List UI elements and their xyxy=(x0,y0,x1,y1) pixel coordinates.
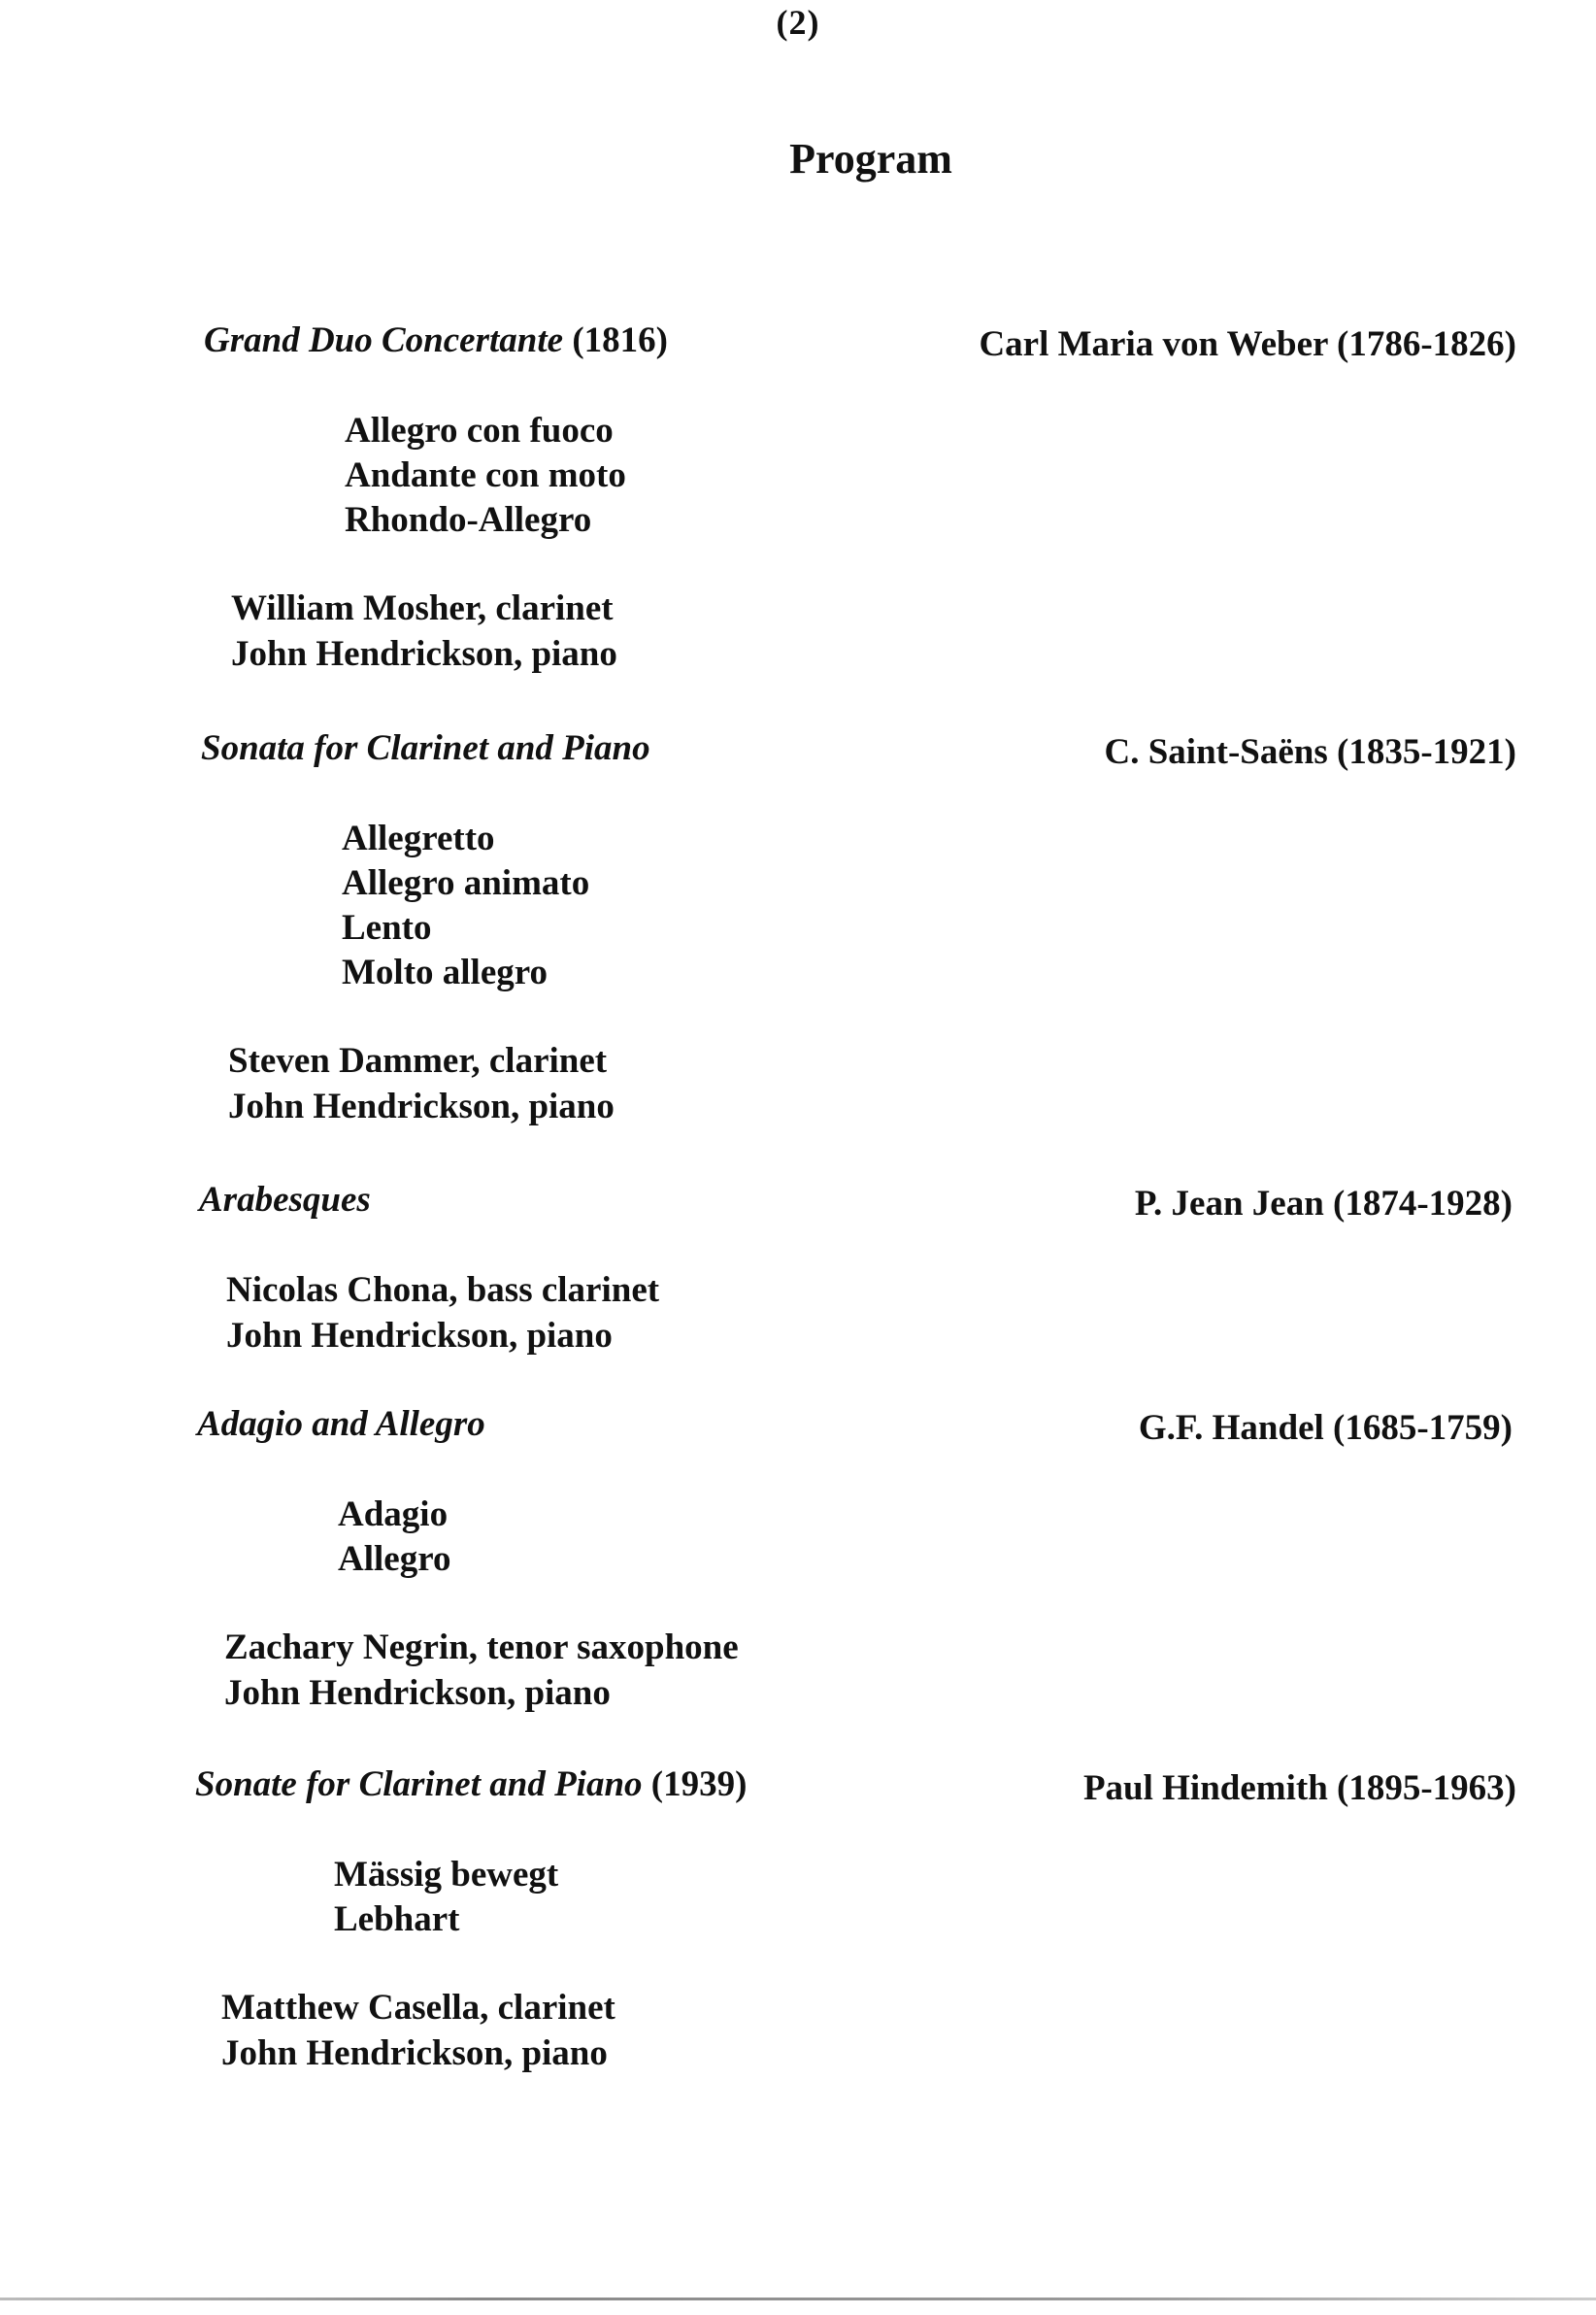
performer: John Hendrickson, piano xyxy=(224,1673,611,1713)
composer: P. Jean Jean (1874-1928) xyxy=(1134,1184,1513,1224)
movement-list xyxy=(0,409,1596,543)
work-name: Sonate for Clarinet and Piano xyxy=(195,1764,643,1804)
page-title: Program xyxy=(789,135,952,183)
program-item-header xyxy=(0,319,1596,363)
movement: Allegretto xyxy=(342,819,495,858)
movement: Lebhart xyxy=(334,1899,460,1939)
performer: John Hendrickson, piano xyxy=(231,634,617,674)
program-item-jean-jean xyxy=(0,1178,1596,1359)
movement-list xyxy=(0,817,1596,995)
movement: Adagio xyxy=(338,1494,449,1534)
work-year: (1939) xyxy=(642,1764,748,1804)
composer: Carl Maria von Weber (1786-1826) xyxy=(979,324,1516,364)
program-item-handel xyxy=(0,1402,1596,1717)
movement: Mässig bewegt xyxy=(334,1855,559,1895)
performer-list xyxy=(0,1626,1596,1717)
program-item-saint-saens xyxy=(0,726,1596,1130)
movement: Molto allegro xyxy=(342,953,549,992)
performer: Nicolas Chona, bass clarinet xyxy=(226,1270,660,1310)
work-title xyxy=(195,1762,747,1807)
movement-list xyxy=(0,1853,1596,1942)
performer: Steven Dammer, clarinet xyxy=(228,1041,608,1081)
movement: Allegro animato xyxy=(342,863,590,903)
composer: C. Saint-Saëns (1835-1921) xyxy=(1104,732,1516,772)
program-item-weber xyxy=(0,319,1596,678)
program-item-header xyxy=(0,1402,1596,1447)
work-name: Adagio and Allegro xyxy=(197,1404,485,1444)
composer: Paul Hindemith (1895-1963) xyxy=(1082,1768,1516,1808)
work-year: (1816) xyxy=(563,320,668,360)
movement: Allegro xyxy=(338,1539,451,1579)
movement: Lento xyxy=(342,908,432,948)
bottom-divider xyxy=(0,2298,1596,2300)
movement: Rhondo-Allegro xyxy=(345,500,592,540)
program-item-header xyxy=(0,726,1596,771)
program-item-header xyxy=(0,1762,1596,1807)
performer-list xyxy=(0,587,1596,678)
performer: Matthew Casella, clarinet xyxy=(221,1988,615,2028)
performer: John Hendrickson, piano xyxy=(228,1087,615,1126)
page-number: (2) xyxy=(776,3,820,42)
performer-list xyxy=(0,1268,1596,1359)
movement: Allegro con fuoco xyxy=(345,411,614,451)
performer: William Mosher, clarinet xyxy=(231,588,614,628)
movement-list xyxy=(0,1493,1596,1582)
performer: John Hendrickson, piano xyxy=(221,2033,608,2073)
work-name: Arabesques xyxy=(199,1180,371,1220)
performer-list xyxy=(0,1039,1596,1130)
work-title xyxy=(201,726,650,771)
work-title xyxy=(197,1402,485,1447)
composer: G.F. Handel (1685-1759) xyxy=(1138,1408,1513,1448)
work-title xyxy=(204,319,668,363)
program-item-header xyxy=(0,1178,1596,1223)
work-name: Grand Duo Concertante xyxy=(204,320,564,360)
performer: Zachary Negrin, tenor saxophone xyxy=(224,1627,739,1667)
program-item-hindemith xyxy=(0,1762,1596,2077)
movement: Andante con moto xyxy=(345,455,626,495)
work-name: Sonata for Clarinet and Piano xyxy=(201,728,650,768)
performer-list xyxy=(0,1986,1596,2077)
work-title xyxy=(199,1178,371,1223)
performer: John Hendrickson, piano xyxy=(226,1316,613,1356)
